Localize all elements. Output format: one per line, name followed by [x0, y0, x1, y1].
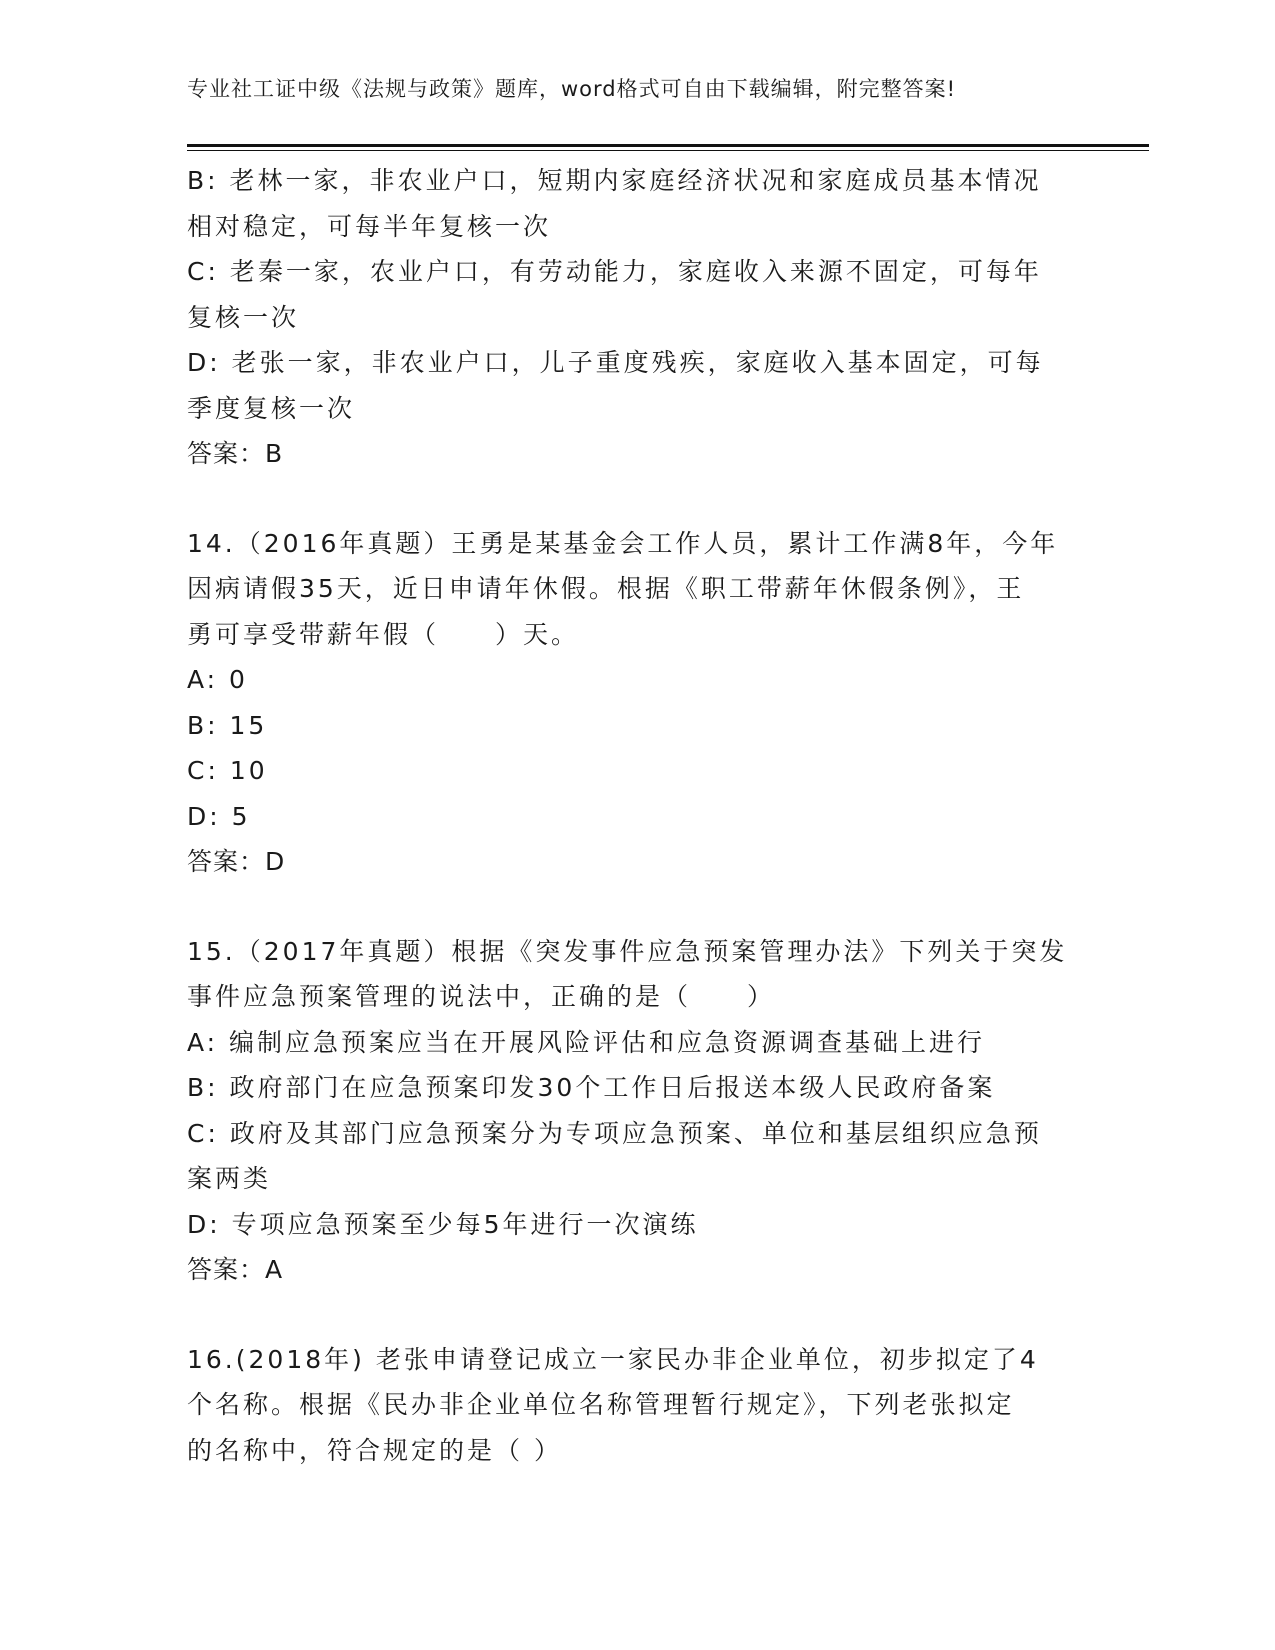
question-14: [187, 521, 1087, 885]
spacer: [187, 1293, 1087, 1337]
q13-option-d: [187, 340, 1087, 431]
q13-option-c: [187, 249, 1087, 340]
question-stem-line: 个名称。根据《民办非企业单位名称管理暂行规定》，下列老张拟定: [187, 1390, 1015, 1419]
question-stem-line: 勇可享受带薪年假（ ）天。: [187, 619, 580, 649]
q14-option-a: A: 0: [187, 665, 248, 694]
question-16: [187, 1337, 1087, 1474]
q15-option-b: B: 政府部门在应急预案印发30个工作日后报送本级人民政府备案: [187, 1073, 996, 1102]
q13-answer: 答案：B: [187, 439, 284, 468]
option-line: 相对稳定，可每半年复核一次: [187, 211, 552, 241]
q14-option-d: D: 5: [187, 801, 251, 831]
option-line: D: 老张一家，非农业户口，儿子重度残疾，家庭收入基本固定，可每: [187, 348, 1044, 377]
option-line: 案两类: [187, 1164, 272, 1193]
q14-option-b: B: 15: [187, 710, 268, 740]
spacer: [187, 477, 1087, 521]
q15-option-a: A: 编制应急预案应当在开展风险评估和应急资源调查基础上进行: [187, 1027, 986, 1057]
option-line: C: 政府及其部门应急预案分为专项应急预案、单位和基层组织应急预: [187, 1118, 1042, 1148]
option-line: C: 老秦一家，农业户口，有劳动能力，家庭收入来源不固定，可每年: [187, 257, 1042, 286]
question-stem-line: 事件应急预案管理的说法中，正确的是（ ）: [187, 982, 776, 1011]
question-stem-line: 15.（2017年真题）根据《突发事件应急预案管理办法》下列关于突发: [187, 936, 1068, 966]
header-rule-thick: [187, 144, 1149, 147]
option-line: B: 老林一家，非农业户口，短期内家庭经济状况和家庭成员基本情况: [187, 166, 1042, 195]
question-15: [187, 929, 1087, 1293]
q14-option-c: C: 10: [187, 756, 268, 785]
question-stem-line: 16.(2018年) 老张申请登记成立一家民办非企业单位，初步拟定了4: [187, 1344, 1039, 1374]
page-header: 专业社工证中级《法规与政策》题库，word格式可自由下载编辑，附完整答案!: [187, 77, 957, 101]
q15-option-c: [187, 1111, 1087, 1202]
question-stem-line: 因病请假35天，近日申请年休假。根据《职工带薪年休假条例》，王: [187, 574, 1025, 603]
spacer: [187, 885, 1087, 929]
q13-option-b: [187, 158, 1087, 249]
question-stem-line: 的名称中，符合规定的是（ ）: [187, 1435, 562, 1465]
option-line: 季度复核一次: [187, 393, 356, 423]
option-line: 复核一次: [187, 302, 300, 332]
header-rule-thin: [187, 150, 1149, 151]
q15-option-d: D: 专项应急预案至少每5年进行一次演练: [187, 1209, 699, 1239]
q14-answer: 答案：D: [187, 847, 286, 876]
q15-answer: 答案：A: [187, 1255, 284, 1284]
question-stem-line: 14.（2016年真题）王勇是某基金会工作人员，累计工作满8年，今年: [187, 528, 1059, 558]
question-content: [187, 158, 1087, 1473]
question-13: [187, 158, 1087, 477]
